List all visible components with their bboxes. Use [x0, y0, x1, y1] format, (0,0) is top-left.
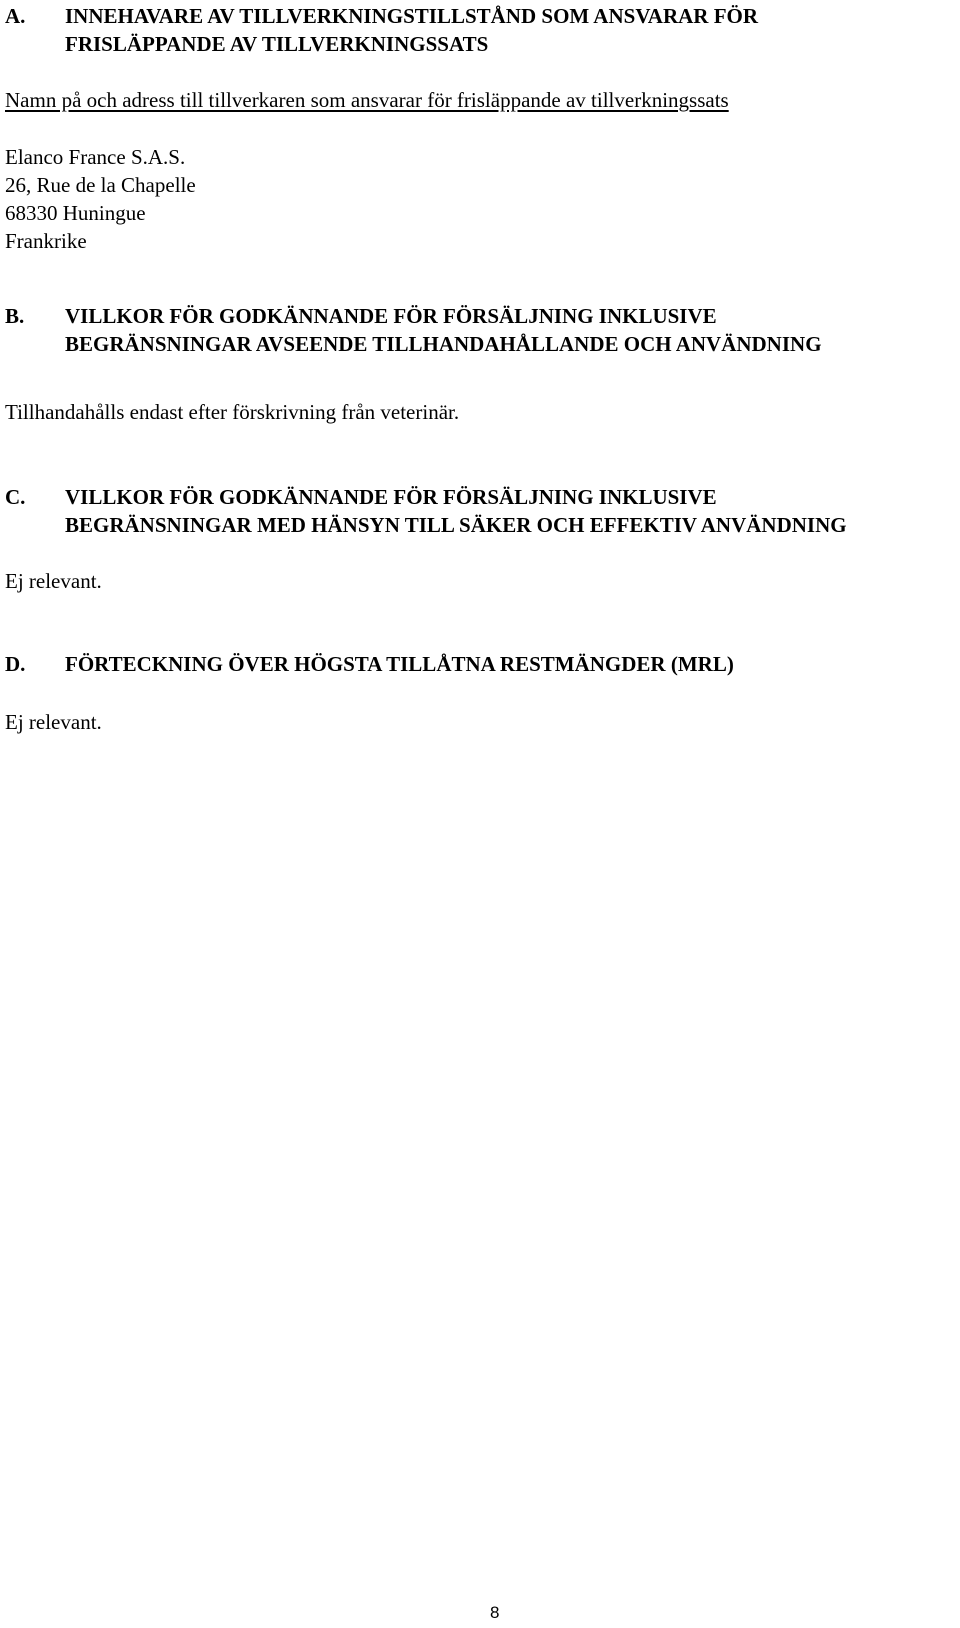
- section-d-text: Ej relevant.: [5, 710, 102, 734]
- page-number: 8: [490, 1603, 500, 1622]
- section-b-title: VILLKOR FÖR GODKÄNNANDE FÖR FÖRSÄLJNING INKLUSIVE BEGRÄNSNINGAR AVSEENDE TILLHANDAHÅLLANDE OCH ANVÄNDNING: [65, 304, 822, 356]
- section-b-heading: [5, 302, 955, 358]
- section-a-letter: A.: [5, 4, 26, 28]
- section-a-title: INNEHAVARE AV TILLVERKNINGSTILLSTÅND SOM ANSVARAR FÖR FRISLÄPPANDE AV TILLVERKNINGSSATS: [65, 4, 759, 56]
- section-b-letter: B.: [5, 304, 25, 328]
- section-c-letter: C.: [5, 485, 26, 509]
- address-line-name: Elanco France S.A.S.: [5, 145, 186, 169]
- section-c-text: Ej relevant.: [5, 569, 102, 593]
- section-c-heading: [5, 483, 955, 539]
- section-a-subheading: Namn på och adress till tillverkaren som ansvarar för frisläppande av tillverkningssats: [5, 88, 729, 112]
- section-d-heading: [5, 650, 955, 678]
- section-c-title: VILLKOR FÖR GODKÄNNANDE FÖR FÖRSÄLJNING INKLUSIVE BEGRÄNSNINGAR MED HÄNSYN TILL SÄKER OCH EFFEKTIV ANVÄNDNING: [65, 485, 847, 537]
- address-line-country: Frankrike: [5, 229, 87, 253]
- manufacturer-address: [5, 143, 196, 255]
- address-line-city: 68330 Huningue: [5, 201, 146, 225]
- section-d-letter: D.: [5, 652, 26, 676]
- address-line-street: 26, Rue de la Chapelle: [5, 173, 196, 197]
- section-b-text: Tillhandahålls endast efter förskrivning från veterinär.: [5, 400, 460, 424]
- section-d-title: FÖRTECKNING ÖVER HÖGSTA TILLÅTNA RESTMÄNGDER (MRL): [65, 652, 734, 676]
- section-a-heading: [5, 2, 955, 58]
